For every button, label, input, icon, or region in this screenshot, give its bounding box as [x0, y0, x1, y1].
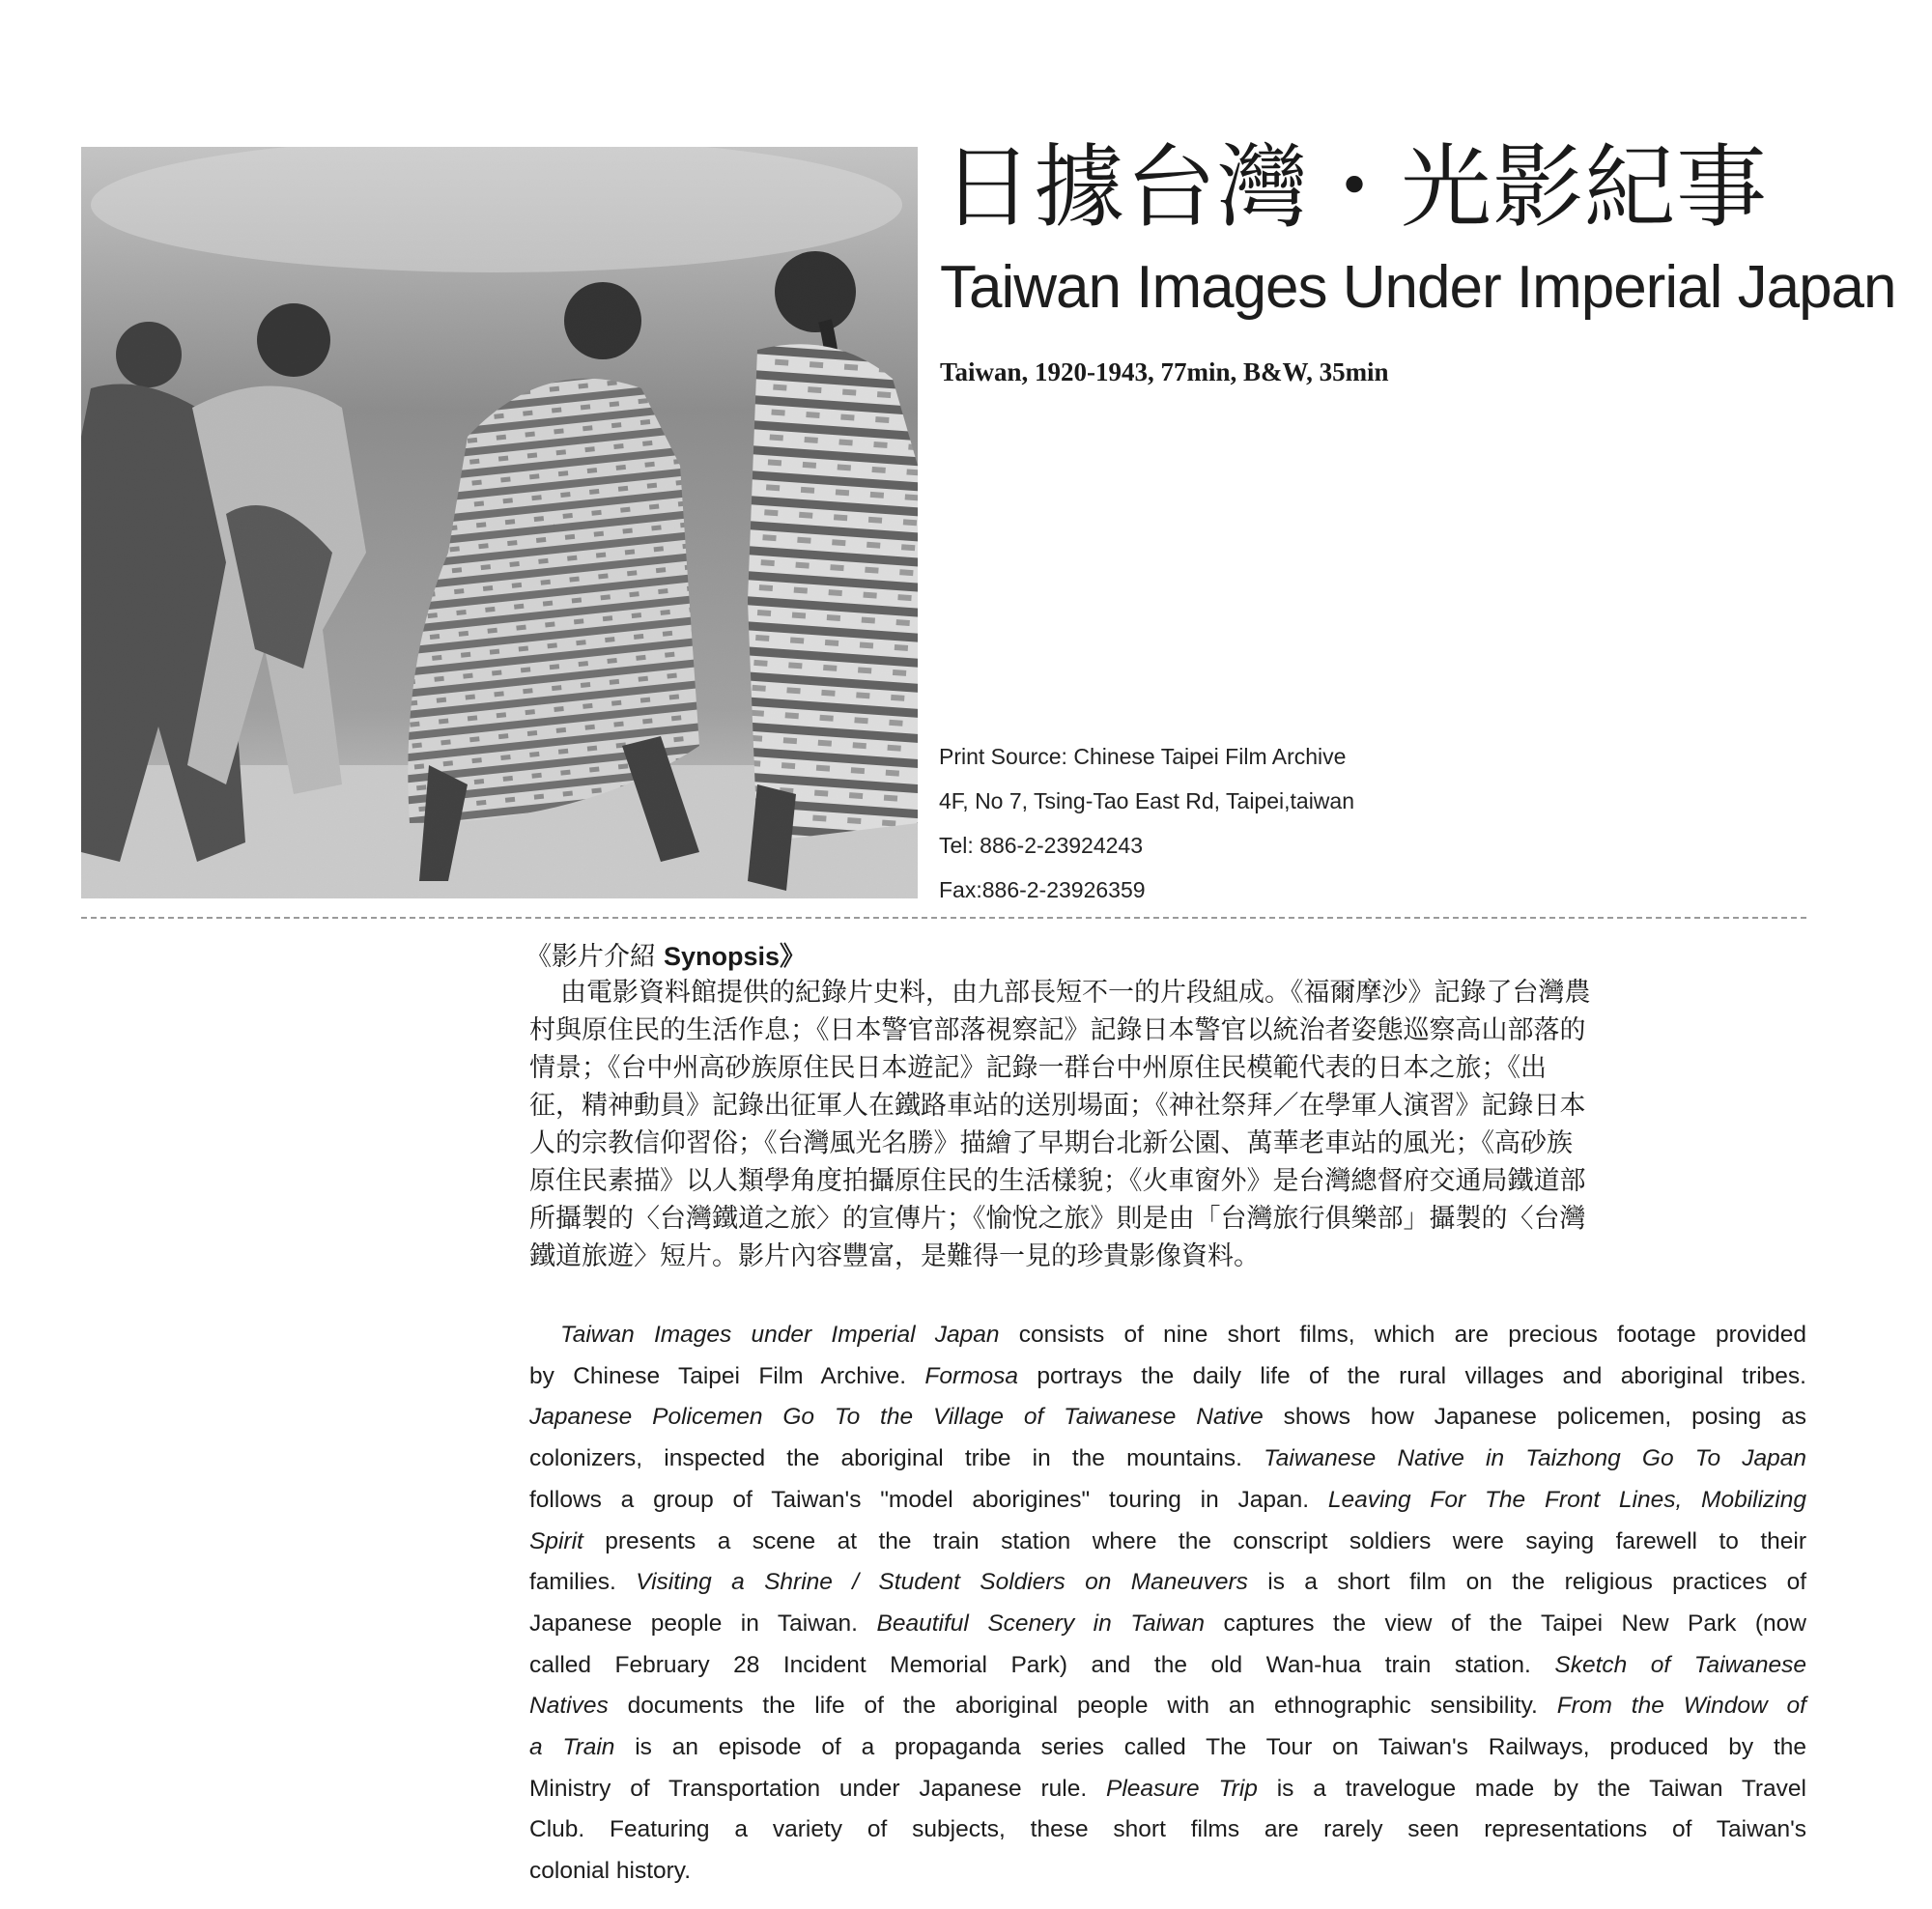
en-line — [529, 1851, 1806, 1893]
zh-line: 由電影資料館提供的紀錄片史料，由九部長短不一的片段組成。《福爾摩沙》記錄了台灣農 — [560, 978, 1591, 1008]
en-text: consists of nine short films, which are precious footage provided — [999, 1322, 1806, 1348]
synopsis-english — [529, 1315, 1806, 1893]
en-text: presents a scene at the train station where the conscript soldiers were saying farewell to their — [582, 1527, 1806, 1554]
en-text: follows a group of Taiwan's "model aborigines" touring in Japan. — [529, 1486, 1328, 1513]
film-title-italic: Sketch of Taiwanese — [1554, 1651, 1806, 1678]
en-text: colonial history. — [529, 1858, 692, 1885]
en-text: portrays the daily life of the rural villages and aboriginal tribes. — [1018, 1362, 1806, 1389]
en-line — [529, 1315, 1806, 1356]
film-title-italic: Leaving For The Front Lines, Mobilizing — [1327, 1486, 1806, 1513]
en-text: is an episode of a propaganda series called The Tour on Taiwan's Railways, produced by the — [614, 1734, 1806, 1761]
film-title-italic: From the Window of — [1556, 1693, 1806, 1720]
synopsis-heading — [526, 937, 806, 977]
en-text: colonizers, inspected the aboriginal tribe in the mountains. — [529, 1445, 1264, 1472]
en-text: families. — [529, 1569, 637, 1596]
film-title-italic: Formosa — [924, 1362, 1019, 1389]
en-text: documents the life of the aboriginal people with an ethnographic sensibility. — [608, 1693, 1557, 1720]
zh-line: 村與原住民的生活作息；《日本警官部落視察記》記錄日本警官以統治者姿態巡察高山部落的 — [529, 1015, 1586, 1045]
zh-line: 征，精神動員》記錄出征軍人在鐵路車站的送別場面；《神社祭拜／在學軍人演習》記錄日本 — [529, 1091, 1586, 1121]
film-meta: Taiwan, 1920-1943, 77min, B&W, 35min — [940, 357, 1389, 386]
en-line — [529, 1480, 1806, 1522]
film-title-italic: Japanese Policemen Go To the Village of Taiwanese Native — [529, 1404, 1264, 1431]
en-line — [529, 1604, 1806, 1645]
en-text: Japanese people in Taiwan. — [529, 1610, 877, 1637]
en-line — [529, 1562, 1806, 1604]
title-english: Taiwan Images Under Imperial Japan — [940, 254, 1896, 321]
film-title-italic: a Train — [529, 1734, 615, 1761]
film-still-photo — [81, 147, 918, 898]
film-title-italic: Beautiful Scenery in Taiwan — [876, 1610, 1205, 1637]
dashed-divider — [81, 917, 1806, 919]
en-line — [529, 1769, 1806, 1810]
film-title-italic: Spirit — [529, 1527, 583, 1554]
en-text: by Chinese Taipei Film Archive. — [529, 1362, 925, 1389]
print-info — [939, 734, 1354, 912]
print-tel: Tel: 886-2-23924243 — [939, 833, 1143, 858]
print-address: 4F, No 7, Tsing-Tao East Rd, Taipei,taiwan — [939, 788, 1354, 813]
synopsis-heading-en: Synopsis》 — [664, 942, 807, 971]
en-text: captures the view of the Taipei New Park (now — [1204, 1610, 1806, 1637]
film-title-italic: Taiwan Images under Imperial Japan — [560, 1322, 1000, 1348]
title-chinese: 日據台灣・光影紀事 — [942, 135, 1769, 241]
en-text: Club. Featuring a variety of subjects, these short films are rarely seen representations of Taiwan's — [529, 1816, 1806, 1843]
en-text: is a short film on the religious practices of — [1247, 1569, 1806, 1596]
en-text: Ministry of Transportation under Japanese rule. — [529, 1775, 1106, 1802]
en-line — [529, 1645, 1806, 1687]
film-title-italic: Taiwanese Native in Taizhong Go To Japan — [1264, 1445, 1807, 1472]
en-line — [529, 1727, 1806, 1769]
en-line — [529, 1809, 1806, 1851]
synopsis-heading-zh: 《影片介紹 — [526, 942, 656, 972]
en-line — [529, 1397, 1806, 1439]
zh-line: 人的宗教信仰習俗；《台灣風光名勝》描繪了早期台北新公園、萬華老車站的風光；《高砂族 — [529, 1128, 1573, 1158]
en-line — [529, 1356, 1806, 1398]
en-line — [529, 1522, 1806, 1563]
en-text: called February 28 Incident Memorial Park) and the old Wan-hua train station. — [529, 1651, 1555, 1678]
film-still-image — [81, 147, 918, 898]
zh-line: 情景；《台中州高砂族原住民日本遊記》記錄一群台中州原住民模範代表的日本之旅；《出 — [529, 1053, 1547, 1083]
film-title-italic: Natives — [529, 1693, 609, 1720]
zh-line: 原住民素描》以人類學角度拍攝原住民的生活樣貌；《火車窗外》是台灣總督府交通局鐵道部 — [529, 1166, 1586, 1196]
print-source: Print Source: Chinese Taipei Film Archive — [939, 744, 1347, 769]
print-fax: Fax:886-2-23926359 — [939, 877, 1146, 902]
zh-line: 鐵道旅遊〉短片。影片內容豐富，是難得一見的珍貴影像資料。 — [529, 1241, 1260, 1271]
en-text: shows how Japanese policemen, posing as — [1263, 1404, 1806, 1431]
synopsis-chinese — [529, 974, 1806, 1275]
en-text: is a travelogue made by the Taiwan Travel — [1257, 1775, 1806, 1802]
zh-line: 所攝製的〈台灣鐵道之旅〉的宣傳片；《愉悅之旅》則是由「台灣旅行俱樂部」攝製的〈台灣 — [529, 1204, 1586, 1234]
en-line — [529, 1686, 1806, 1727]
film-title-italic: Visiting a Shrine / Student Soldiers on Maneuvers — [636, 1569, 1248, 1596]
film-title-italic: Pleasure Trip — [1105, 1775, 1258, 1802]
en-line — [529, 1439, 1806, 1480]
